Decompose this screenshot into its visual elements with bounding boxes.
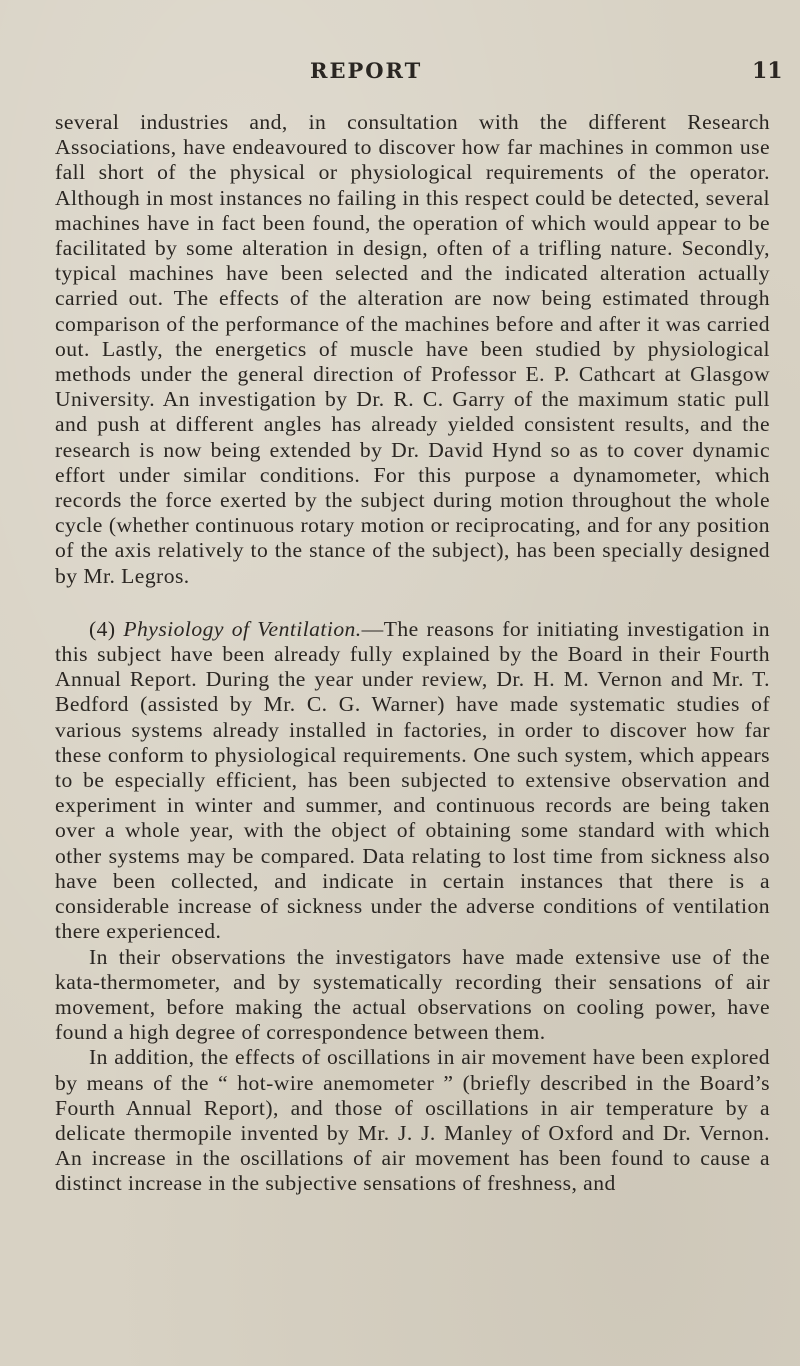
section-body: —The reasons for initiating investigation in this subject have been already fully explained by the Board in their Fourth Annual Report. During the year under review, Dr. H. M. Vernon and Mr. T. Bedford (assisted by Mr. C. G. Warner) have made systematic studies of various systems already installed in factories, in order to discover how far these conform to physiological requirements. One such system, which appears to be especially efficient, has been subjected to extensive observation and experiment in winter and summer, and continuous records are being taken over a whole year, with the object of obtaining some standard with which other systems may be compared. Data relating to lost time from sickness also have been collected, and indicate in certain instances that there is a considerable increase of sickness under the adverse conditions of ventilation there experienced.: [55, 616, 770, 944]
running-header: [0, 58, 800, 88]
section-heading: Physiology of Ventilation.: [123, 616, 362, 641]
paragraph-oscillations: In addition, the effects of oscillations in air movement have been explored by means of the “ hot-wire anemometer ” (briefly described in the Board’s Fourth Annual Report), and those of oscillations in air temperature by a delicate thermopile invented by Mr. J. J. Manley of Oxford and Dr. Vernon. An increase in the oscillations of air movement has been found to cause a distinct increase in the subjective sensations of freshness, and: [55, 1045, 770, 1196]
page-number: 11: [752, 58, 783, 84]
report-title: REPORT: [310, 58, 423, 83]
section-number: (4): [89, 616, 116, 641]
body-text: [55, 110, 770, 1197]
paragraph-kata-thermometer: In their observations the investigators have made extensive use of the kata-thermometer, and by systematically recording their sensations of air movement, before making the actual observations on cooling power, have found a high degree of correspondence between them.: [55, 944, 770, 1045]
paragraph-continued: several industries and, in consultation with the different Research Associations, have endeavoured to discover how far machines in common use fall short of the physical or physiological requirements of the operator. Although in most instances no failing in this respect could be detected, several machines have in fact been found, the operation of which would appear to be facilitated by some alteration in design, often of a trifling nature. Secondly, typical machines have been selected and the indicated alteration actually carried out. The effects of the alteration are now being estimated through comparison of the performance of the machines before and after it was carried out. Lastly, the energetics of muscle have been studied by physiological methods under the general direction of Professor E. P. Cathcart at Glasgow University. An investigation by Dr. R. C. Garry of the maximum static pull and push at different angles has already yielded consistent results, and the research is now being extended by Dr. David Hynd so as to cover dynamic effort under similar conditions. For this purpose a dynamometer, which records the force exerted by the subject during motion throughout the whole cycle (whether continuous rotary motion or reciprocating, and for any position of the axis relatively to the stance of the subject), has been specially designed by Mr. Legros.: [55, 110, 770, 588]
section-ventilation: [55, 617, 770, 945]
